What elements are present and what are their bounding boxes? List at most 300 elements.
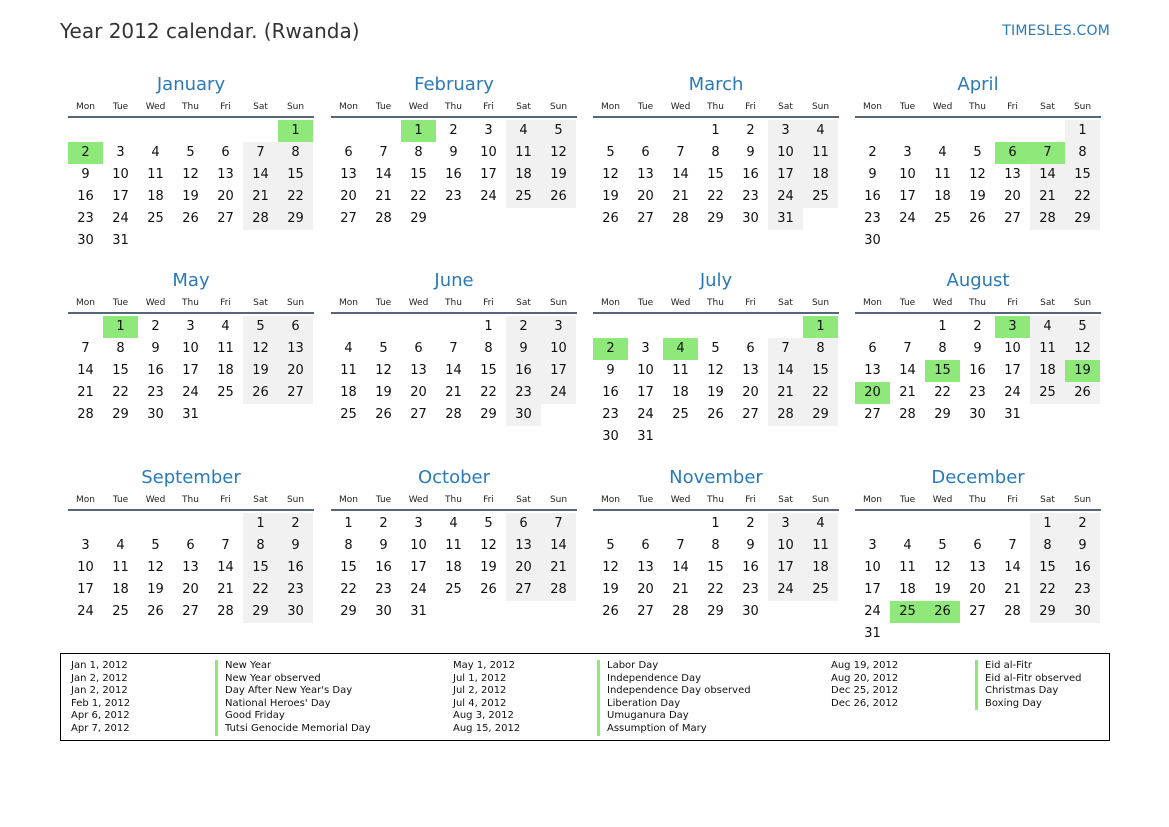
weekday-label: Sun	[286, 495, 305, 505]
day-cell: 2	[506, 316, 541, 338]
day-cell: 11	[803, 142, 838, 164]
holiday-date: Jul 4, 2012	[453, 697, 507, 709]
day-cell: 30	[506, 404, 541, 426]
weekday-label: Sun	[549, 102, 568, 112]
day-cell: 25	[803, 186, 838, 208]
month-september	[68, 466, 314, 623]
weekday-label: Sat	[778, 298, 793, 308]
day-cell: 18	[506, 164, 541, 186]
empty-cell	[331, 316, 366, 338]
day-cell: 24	[77, 604, 94, 619]
day-cell: 17	[112, 189, 129, 204]
day-cell: 16	[375, 560, 392, 575]
day-cell: 30	[147, 407, 164, 422]
weekday-label: Wed	[670, 298, 691, 308]
legend-row	[821, 660, 1169, 673]
holiday-date: Dec 25, 2012	[831, 685, 899, 697]
weekday-label: Mon	[339, 298, 358, 308]
holiday-name: New Year observed	[215, 673, 321, 686]
month-january	[68, 73, 314, 252]
weekday-label: Thu	[707, 298, 724, 308]
day-cell: 6	[344, 145, 353, 160]
day-cell: 14	[77, 363, 94, 378]
holiday-day: 2	[593, 338, 628, 360]
empty-cell	[890, 120, 925, 142]
day-cell: 21	[672, 189, 689, 204]
day-cell: 8	[344, 538, 353, 553]
day-cell: 28	[243, 208, 278, 230]
holiday-date: Apr 7, 2012	[71, 722, 130, 734]
day-cell: 25	[672, 407, 689, 422]
day-cell: 16	[742, 167, 759, 182]
day-cell: 7	[768, 338, 803, 360]
day-cell: 28	[1030, 208, 1065, 230]
empty-cell	[890, 316, 925, 338]
legend-row	[61, 673, 431, 686]
day-cell: 20	[182, 582, 199, 597]
holiday-date: Jan 2, 2012	[71, 685, 128, 697]
day-cell: 1	[711, 123, 720, 138]
day-cell: 30	[602, 429, 619, 444]
day-cell: 8	[1065, 142, 1100, 164]
holiday-day: 6	[995, 142, 1030, 164]
day-cell: 26	[969, 211, 986, 226]
day-cell: 24	[182, 385, 199, 400]
day-cell: 30	[742, 211, 759, 226]
day-cell: 2	[746, 123, 755, 138]
day-cell: 19	[602, 189, 619, 204]
month-name: January	[156, 74, 226, 95]
day-cell: 1	[344, 516, 353, 531]
day-cell: 21	[768, 382, 803, 404]
weekday-header	[68, 295, 314, 314]
empty-cell	[995, 513, 1030, 535]
holiday-name: Assumption of Mary	[597, 723, 707, 736]
day-cell: 28	[672, 604, 689, 619]
weekday-label: Tue	[375, 102, 392, 112]
day-cell: 28	[1004, 604, 1021, 619]
day-cell: 10	[768, 535, 803, 557]
day-cell: 9	[449, 145, 458, 160]
weekday-label: Thu	[969, 102, 986, 112]
day-cell: 30	[375, 604, 392, 619]
day-cell: 31	[864, 626, 881, 641]
day-cell: 25	[934, 211, 951, 226]
day-cell: 20	[217, 189, 234, 204]
day-cell: 18	[803, 557, 838, 579]
day-cell: 8	[484, 341, 493, 356]
holiday-day: 19	[1065, 360, 1100, 382]
empty-cell	[663, 513, 698, 535]
day-cell: 17	[637, 385, 654, 400]
legend-column	[821, 660, 1169, 710]
day-cell: 4	[449, 516, 458, 531]
weekday-label: Mon	[339, 102, 358, 112]
weekday-header	[593, 295, 839, 314]
weekday-label: Sun	[549, 495, 568, 505]
day-cell: 26	[1065, 382, 1100, 404]
day-cell: 30	[742, 604, 759, 619]
day-grid	[593, 120, 839, 230]
day-cell: 17	[1004, 363, 1021, 378]
day-cell: 24	[480, 189, 497, 204]
day-cell: 4	[221, 319, 230, 334]
day-cell: 25	[506, 186, 541, 208]
weekday-label: Fri	[1007, 298, 1018, 308]
day-cell: 18	[672, 385, 689, 400]
empty-cell	[103, 120, 138, 142]
day-cell: 29	[1030, 601, 1065, 623]
day-cell: 19	[934, 582, 951, 597]
day-cell: 25	[217, 385, 234, 400]
weekday-label: Sun	[286, 298, 305, 308]
day-cell: 26	[541, 186, 576, 208]
weekday-header	[331, 99, 577, 118]
day-cell: 29	[803, 404, 838, 426]
day-cell: 6	[186, 538, 195, 553]
day-cell: 12	[541, 142, 576, 164]
month-name: September	[141, 467, 241, 488]
weekday-label: Sat	[516, 298, 531, 308]
day-cell: 22	[1030, 579, 1065, 601]
day-cell: 3	[768, 513, 803, 535]
day-cell: 14	[1030, 164, 1065, 186]
empty-cell	[103, 513, 138, 535]
day-cell: 28	[217, 604, 234, 619]
day-cell: 29	[243, 601, 278, 623]
day-cell: 28	[672, 211, 689, 226]
day-cell: 25	[340, 407, 357, 422]
day-cell: 11	[340, 363, 357, 378]
month-december	[855, 466, 1101, 645]
day-cell: 25	[147, 211, 164, 226]
holiday-name: National Heroes' Day	[215, 698, 331, 711]
day-cell: 11	[803, 535, 838, 557]
weekday-label: Mon	[601, 298, 620, 308]
day-cell: 28	[77, 407, 94, 422]
day-cell: 15	[707, 560, 724, 575]
legend-row	[821, 685, 1169, 698]
day-cell: 21	[217, 582, 234, 597]
empty-cell	[768, 316, 803, 338]
day-cell: 19	[541, 164, 576, 186]
empty-cell	[173, 120, 208, 142]
day-cell: 6	[506, 513, 541, 535]
weekday-label: Mon	[863, 298, 882, 308]
day-cell: 3	[186, 319, 195, 334]
day-cell: 17	[864, 582, 881, 597]
day-cell: 23	[375, 582, 392, 597]
day-cell: 15	[803, 360, 838, 382]
day-cell: 18	[934, 189, 951, 204]
day-cell: 21	[1004, 582, 1021, 597]
day-cell: 12	[1065, 338, 1100, 360]
day-cell: 23	[445, 189, 462, 204]
empty-cell	[628, 513, 663, 535]
day-cell: 13	[506, 535, 541, 557]
day-cell: 7	[221, 538, 230, 553]
legend-row	[61, 723, 431, 736]
day-cell: 10	[768, 142, 803, 164]
day-cell: 10	[637, 363, 654, 378]
legend-row	[61, 660, 431, 673]
day-cell: 26	[602, 211, 619, 226]
day-cell: 26	[707, 407, 724, 422]
weekday-label: Fri	[745, 298, 756, 308]
weekday-label: Sun	[1073, 102, 1092, 112]
day-cell: 13	[182, 560, 199, 575]
day-cell: 14	[217, 560, 234, 575]
day-cell: 5	[379, 341, 388, 356]
day-cell: 20	[410, 385, 427, 400]
day-cell: 12	[969, 167, 986, 182]
day-cell: 21	[899, 385, 916, 400]
day-cell: 23	[864, 211, 881, 226]
weekday-label: Thu	[182, 102, 199, 112]
day-cell: 22	[410, 189, 427, 204]
day-cell: 4	[1030, 316, 1065, 338]
holiday-day: 20	[855, 382, 890, 404]
empty-cell	[663, 120, 698, 142]
day-cell: 15	[278, 164, 313, 186]
day-cell: 27	[217, 211, 234, 226]
day-cell: 11	[672, 363, 689, 378]
day-cell: 10	[112, 167, 129, 182]
day-cell: 8	[938, 341, 947, 356]
day-cell: 19	[182, 189, 199, 204]
day-cell: 9	[868, 167, 877, 182]
day-cell: 13	[742, 363, 759, 378]
legend-row	[443, 723, 813, 736]
legend-column	[61, 660, 431, 736]
day-grid	[68, 513, 314, 623]
day-cell: 2	[379, 516, 388, 531]
holiday-date: Aug 19, 2012	[831, 660, 899, 671]
day-grid	[68, 120, 314, 252]
day-cell: 27	[506, 579, 541, 601]
weekday-label: Tue	[637, 495, 654, 505]
weekday-label: Sat	[1040, 298, 1055, 308]
weekday-label: Fri	[483, 102, 494, 112]
day-cell: 23	[602, 407, 619, 422]
day-cell: 20	[742, 385, 759, 400]
day-cell: 27	[340, 211, 357, 226]
holiday-name: Eid al-Fitr	[975, 660, 1032, 673]
day-cell: 15	[340, 560, 357, 575]
day-cell: 6	[278, 316, 313, 338]
day-cell: 11	[147, 167, 164, 182]
empty-cell	[138, 120, 173, 142]
day-cell: 7	[379, 145, 388, 160]
day-cell: 29	[934, 407, 951, 422]
page-title: Year 2012 calendar. (Rwanda)	[60, 19, 360, 43]
day-cell: 14	[768, 360, 803, 382]
day-grid	[331, 120, 577, 230]
day-cell: 28	[541, 579, 576, 601]
day-cell: 1	[1065, 120, 1100, 142]
day-cell: 15	[707, 167, 724, 182]
weekday-label: Mon	[863, 495, 882, 505]
day-cell: 10	[1004, 341, 1021, 356]
holiday-day: 26	[925, 601, 960, 623]
holiday-name: Independence Day observed	[597, 685, 751, 698]
day-cell: 21	[445, 385, 462, 400]
day-cell: 2	[1065, 513, 1100, 535]
day-cell: 29	[340, 604, 357, 619]
month-name: October	[417, 467, 491, 488]
day-cell: 21	[672, 582, 689, 597]
day-cell: 3	[903, 145, 912, 160]
day-cell: 2	[973, 319, 982, 334]
day-cell: 16	[969, 363, 986, 378]
day-cell: 23	[77, 211, 94, 226]
weekday-label: Sat	[1040, 495, 1055, 505]
weekday-label: Thu	[445, 298, 462, 308]
day-cell: 13	[637, 167, 654, 182]
day-cell: 3	[641, 341, 650, 356]
month-name: June	[434, 270, 474, 291]
empty-cell	[593, 316, 628, 338]
day-cell: 15	[480, 363, 497, 378]
empty-cell	[593, 513, 628, 535]
weekday-label: Tue	[637, 298, 654, 308]
weekday-label: Wed	[408, 495, 429, 505]
empty-cell	[593, 120, 628, 142]
day-cell: 23	[742, 582, 759, 597]
day-cell: 2	[868, 145, 877, 160]
month-name: May	[172, 270, 210, 291]
day-cell: 8	[278, 142, 313, 164]
month-name: April	[957, 74, 999, 95]
day-cell: 6	[973, 538, 982, 553]
day-cell: 15	[410, 167, 427, 182]
day-cell: 23	[506, 382, 541, 404]
day-cell: 14	[672, 560, 689, 575]
day-cell: 2	[449, 123, 458, 138]
day-grid	[331, 316, 577, 426]
day-cell: 18	[899, 582, 916, 597]
empty-cell	[1030, 120, 1065, 142]
day-cell: 30	[77, 233, 94, 248]
weekday-label: Thu	[707, 102, 724, 112]
site-link[interactable]: TIMESLES.COM	[1002, 23, 1110, 39]
month-name: November	[669, 467, 763, 488]
day-cell: 5	[186, 145, 195, 160]
day-cell: 7	[541, 513, 576, 535]
month-june	[331, 269, 577, 426]
day-cell: 27	[637, 604, 654, 619]
holiday-day: 1	[401, 120, 436, 142]
day-cell: 31	[1004, 407, 1021, 422]
day-cell: 12	[375, 363, 392, 378]
day-cell: 16	[864, 189, 881, 204]
holiday-day: 4	[663, 338, 698, 360]
day-cell: 21	[243, 186, 278, 208]
holiday-name: Christmas Day	[975, 685, 1058, 698]
day-cell: 19	[375, 385, 392, 400]
legend-row	[61, 710, 431, 723]
day-cell: 7	[1008, 538, 1017, 553]
day-cell: 18	[803, 164, 838, 186]
day-cell: 9	[81, 167, 90, 182]
day-cell: 5	[606, 538, 615, 553]
weekday-label: Tue	[112, 495, 129, 505]
holiday-day: 1	[803, 316, 838, 338]
weekday-label: Sun	[811, 102, 830, 112]
month-july	[593, 269, 839, 448]
day-cell: 21	[541, 557, 576, 579]
day-cell: 13	[340, 167, 357, 182]
day-cell: 3	[768, 120, 803, 142]
empty-cell	[68, 316, 103, 338]
weekday-label: Thu	[182, 298, 199, 308]
day-cell: 5	[484, 516, 493, 531]
day-cell: 12	[243, 338, 278, 360]
day-cell: 24	[637, 407, 654, 422]
day-cell: 13	[278, 338, 313, 360]
day-cell: 14	[899, 363, 916, 378]
weekday-label: Sat	[253, 102, 268, 112]
day-cell: 17	[899, 189, 916, 204]
day-cell: 5	[151, 538, 160, 553]
month-name: December	[931, 467, 1025, 488]
day-cell: 20	[637, 189, 654, 204]
day-cell: 4	[938, 145, 947, 160]
holiday-name: Day After New Year's Day	[215, 685, 352, 698]
day-cell: 13	[410, 363, 427, 378]
legend-row	[61, 698, 431, 711]
day-cell: 11	[1030, 338, 1065, 360]
weekday-label: Wed	[932, 495, 953, 505]
weekday-label: Thu	[445, 102, 462, 112]
weekday-label: Sun	[811, 298, 830, 308]
empty-cell	[628, 316, 663, 338]
holiday-date: Jul 2, 2012	[453, 685, 507, 697]
empty-cell	[925, 120, 960, 142]
empty-cell	[663, 316, 698, 338]
day-cell: 1	[243, 513, 278, 535]
day-cell: 4	[116, 538, 125, 553]
empty-cell	[960, 120, 995, 142]
day-cell: 16	[77, 189, 94, 204]
day-cell: 27	[182, 604, 199, 619]
day-cell: 5	[243, 316, 278, 338]
weekday-label: Fri	[745, 102, 756, 112]
day-cell: 31	[112, 233, 129, 248]
empty-cell	[208, 120, 243, 142]
day-cell: 1	[1030, 513, 1065, 535]
day-cell: 16	[742, 560, 759, 575]
day-cell: 11	[506, 142, 541, 164]
day-cell: 25	[445, 582, 462, 597]
day-cell: 23	[969, 385, 986, 400]
day-cell: 10	[480, 145, 497, 160]
weekday-label: Sat	[778, 102, 793, 112]
holiday-name: Liberation Day	[597, 698, 680, 711]
day-cell: 5	[606, 145, 615, 160]
weekday-label: Wed	[932, 102, 953, 112]
day-cell: 12	[707, 363, 724, 378]
day-cell: 6	[641, 145, 650, 160]
holiday-name: Eid al-Fitr observed	[975, 673, 1082, 686]
weekday-label: Wed	[145, 102, 166, 112]
day-cell: 14	[672, 167, 689, 182]
holiday-day: 15	[925, 360, 960, 382]
day-cell: 27	[278, 382, 313, 404]
day-cell: 12	[480, 538, 497, 553]
day-cell: 18	[1030, 360, 1065, 382]
day-cell: 11	[899, 560, 916, 575]
